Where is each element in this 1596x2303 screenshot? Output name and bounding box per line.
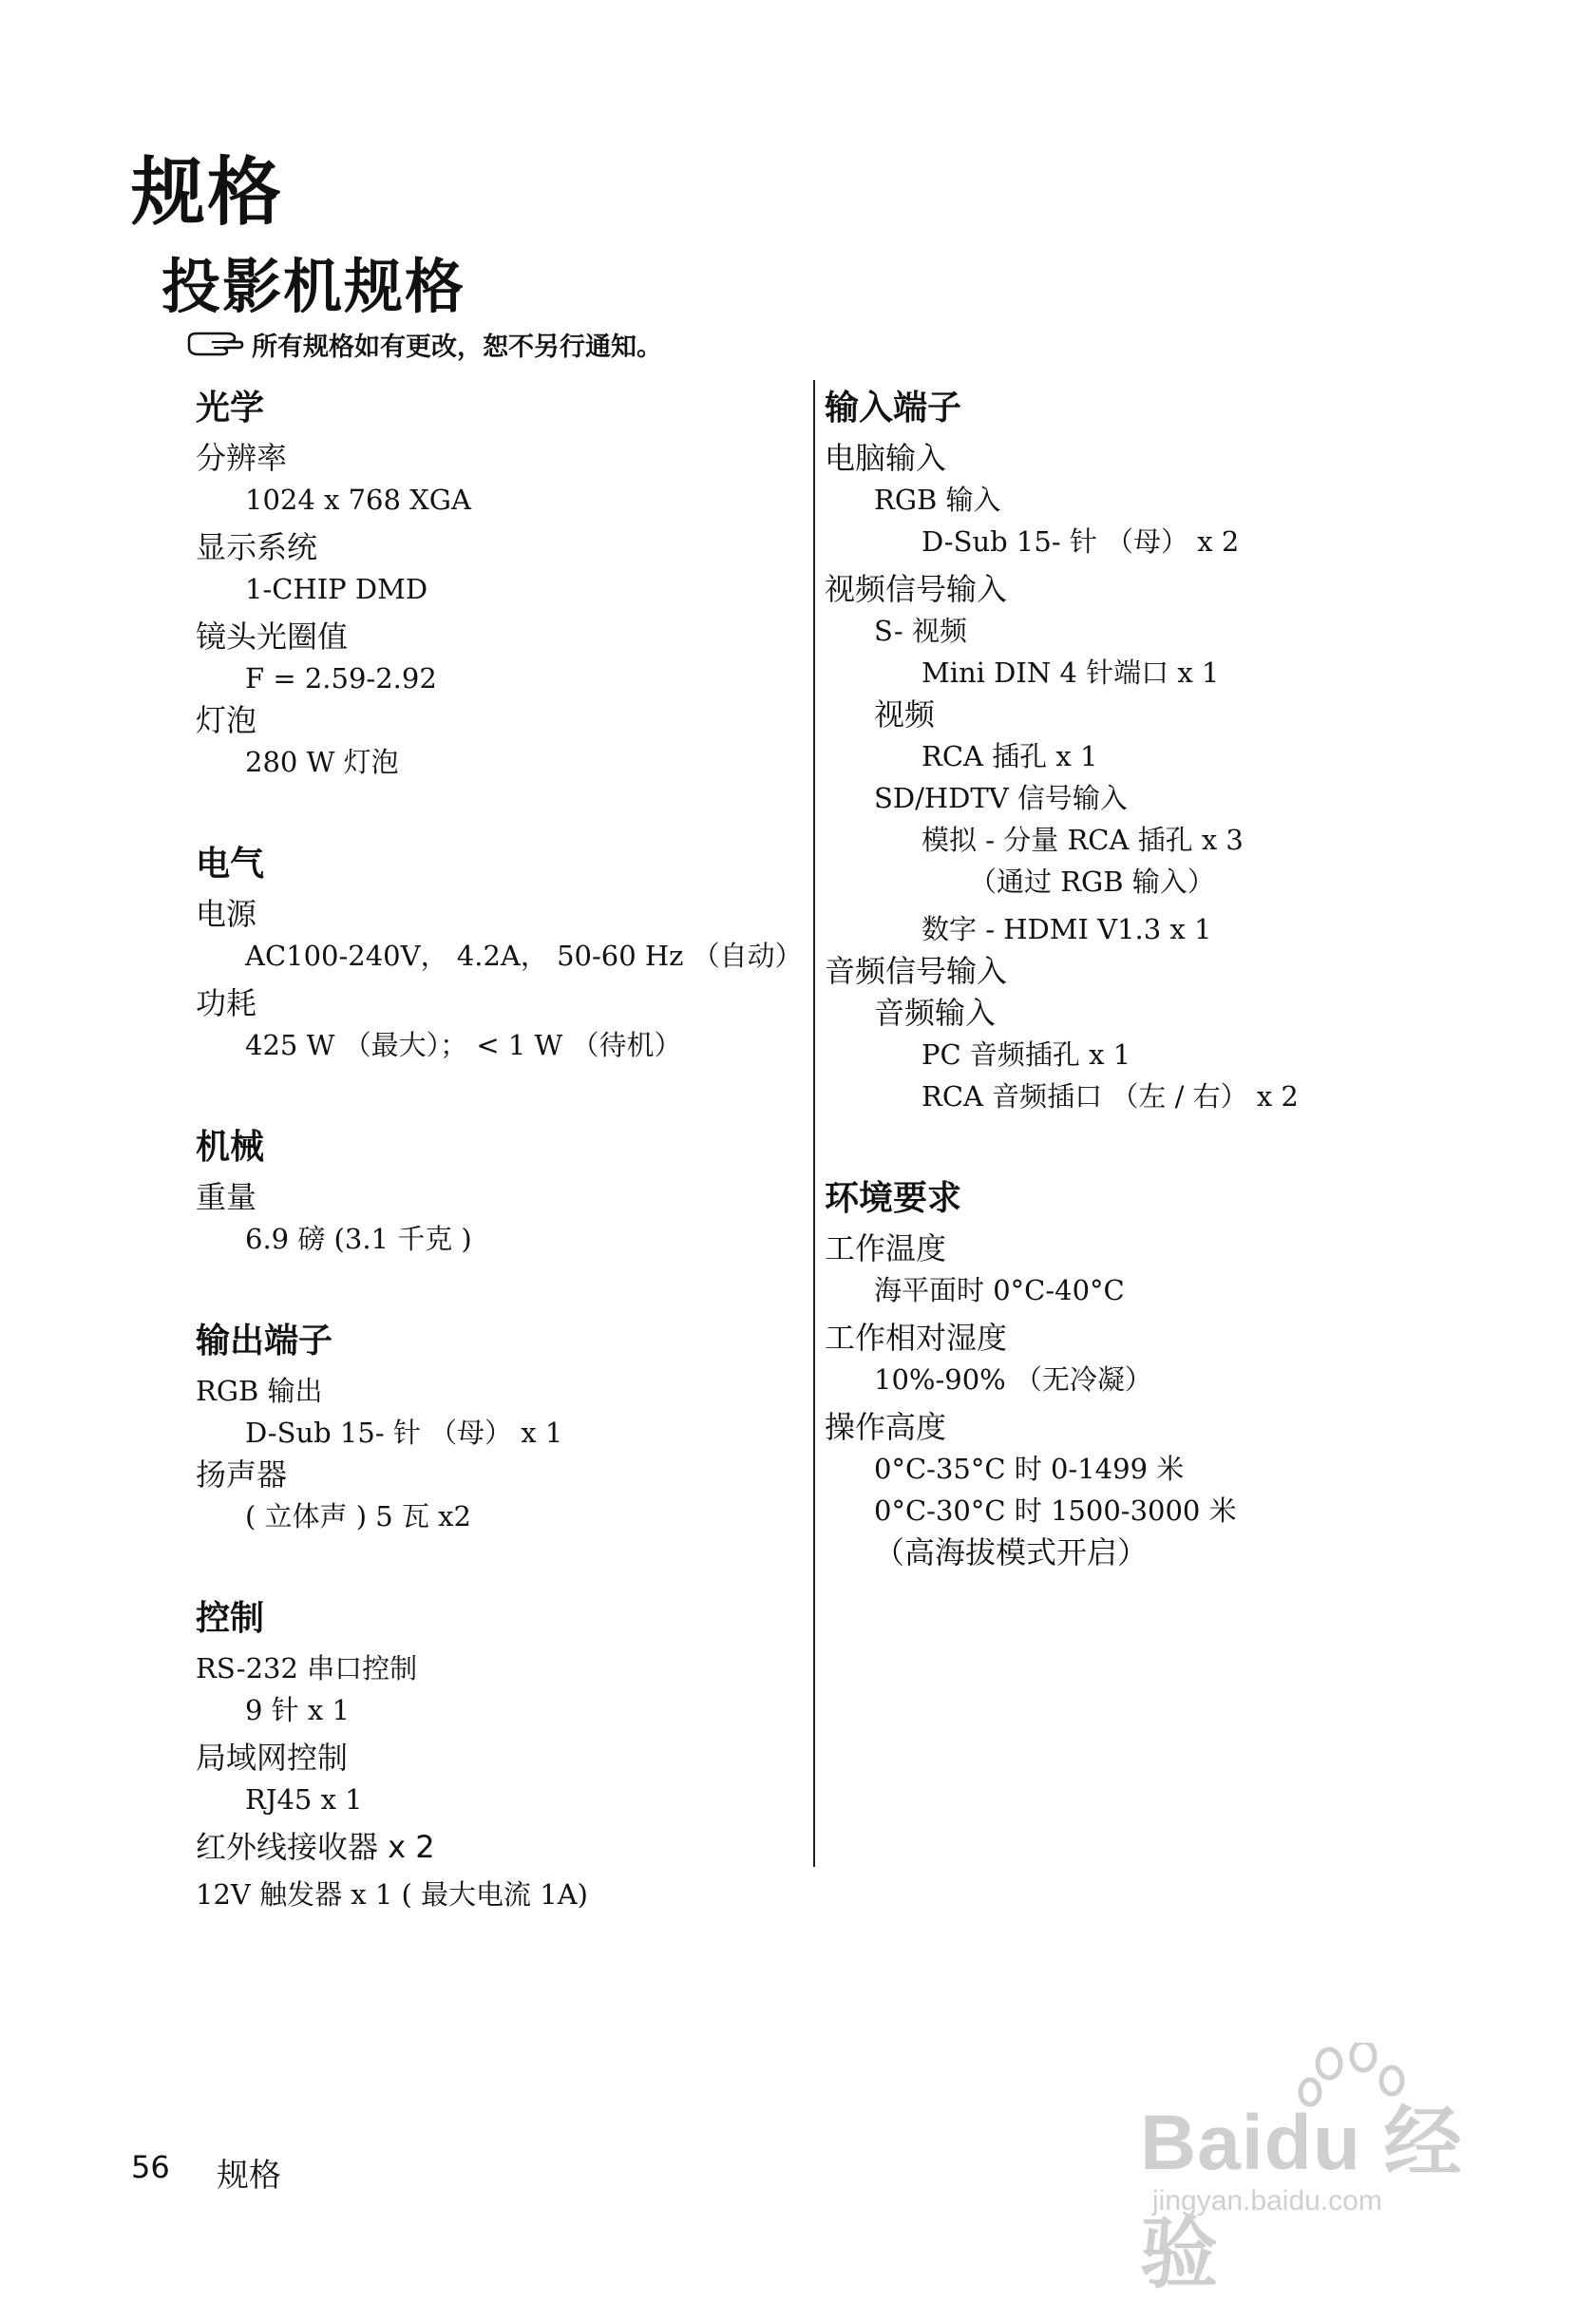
chapter-title: 规格 (131, 150, 284, 236)
resolution-label: 分辨率 (196, 440, 288, 476)
resolution-value: 1024 x 768 XGA (245, 484, 471, 516)
pc-audio-value: PC 音频插孔 x 1 (922, 1038, 1131, 1071)
output-section (196, 1313, 804, 1537)
rca-audio-value: RCA 音频插口 （左 / 右） x 2 (922, 1080, 1299, 1113)
rgb-input-value: D-Sub 15- 针 （母） x 2 (922, 525, 1240, 558)
environment-section (825, 1171, 1547, 1573)
input-section (825, 380, 1547, 1117)
weight-label: 重量 (196, 1179, 257, 1215)
speaker-label: 扬声器 (196, 1456, 288, 1493)
control-section (196, 1590, 804, 1915)
control-heading: 控制 (196, 1599, 265, 1638)
environment-heading: 环境要求 (825, 1179, 962, 1218)
composite-value: RCA 插孔 x 1 (922, 740, 1098, 772)
watermark (1135, 2043, 1534, 2297)
pc-input-label: 电脑输入 (825, 440, 947, 476)
electrical-section (196, 836, 804, 1066)
lamp-label: 灯泡 (196, 702, 257, 738)
weight-value: 6.9 磅 (3.1 千克 ) (245, 1223, 472, 1255)
display-system-value: 1-CHIP DMD (245, 573, 428, 605)
altitude-value-2: 0°C-30°C 时 1500-3000 米 (874, 1494, 1237, 1527)
aperture-value: F = 2.59-2.92 (245, 662, 437, 695)
right-column (825, 380, 1547, 1573)
display-system-label: 显示系统 (196, 529, 318, 565)
output-heading: 输出端子 (196, 1322, 333, 1361)
footer-chapter: 规格 (217, 2157, 281, 2195)
altitude-label: 操作高度 (825, 1409, 947, 1445)
analog-value: 模拟 - 分量 RCA 插孔 x 3 (922, 824, 1244, 856)
analog-note: （通过 RGB 输入） (969, 866, 1215, 898)
section-title: 投影机规格 (162, 252, 466, 321)
optics-heading: 光学 (196, 389, 265, 428)
temperature-value: 海平面时 0°C-40°C (874, 1274, 1125, 1306)
rgb-output-label: RGB 输出 (196, 1375, 323, 1407)
electrical-heading: 电气 (196, 845, 265, 884)
rs232-value: 9 针 x 1 (245, 1694, 350, 1726)
rgb-input-label: RGB 输入 (874, 484, 1001, 516)
page-number: 56 (131, 2149, 170, 2185)
rgb-output-value: D-Sub 15- 针 （母） x 1 (245, 1417, 563, 1449)
svideo-label: S- 视频 (874, 615, 967, 647)
optics-section (196, 380, 804, 783)
consumption-value: 425 W （最大）； < 1 W （待机） (245, 1029, 682, 1061)
lan-value: RJ45 x 1 (245, 1783, 363, 1816)
aperture-label: 镜头光圈值 (196, 619, 349, 655)
ir-receiver-label: 红外线接收器 x 2 (196, 1829, 435, 1865)
humidity-label: 工作相对湿度 (825, 1320, 1008, 1356)
left-column (196, 380, 804, 1915)
altitude-value-1: 0°C-35°C 时 0-1499 米 (874, 1453, 1185, 1485)
column-divider (813, 380, 815, 1867)
digital-value: 数字 - HDMI V1.3 x 1 (922, 913, 1212, 945)
watermark-url: jingyan.baidu.com (1152, 2185, 1382, 2217)
temperature-label: 工作温度 (825, 1230, 947, 1266)
composite-label: 视频 (874, 696, 936, 733)
lamp-value: 280 W 灯泡 (245, 746, 399, 778)
svideo-value: Mini DIN 4 针端口 x 1 (922, 657, 1220, 689)
lan-label: 局域网控制 (196, 1740, 349, 1776)
consumption-label: 功耗 (196, 985, 257, 1021)
mechanical-section (196, 1119, 804, 1260)
rs232-label: RS-232 串口控制 (196, 1652, 418, 1684)
sdhd-label: SD/HDTV 信号输入 (874, 782, 1128, 814)
speaker-value: ( 立体声 ) 5 瓦 x2 (245, 1500, 471, 1532)
audio-in-label: 音频输入 (874, 995, 997, 1031)
power-value: AC100-240V， 4.2A， 50-60 Hz （自动） (245, 940, 803, 972)
altitude-note: （高海拔模式开启） (874, 1534, 1149, 1570)
humidity-value: 10%-90% （无冷凝） (874, 1363, 1152, 1396)
trigger-label: 12V 触发器 x 1 ( 最大电流 1A) (196, 1878, 588, 1911)
power-label: 电源 (196, 896, 257, 932)
watermark-brand: Baidu 经验 (1140, 2100, 1463, 2297)
input-heading: 输入端子 (825, 389, 962, 428)
mechanical-heading: 机械 (196, 1128, 265, 1167)
note (185, 325, 662, 363)
note-text: 所有规格如有更改，恕不另行通知。 (252, 332, 662, 362)
video-input-label: 视频信号输入 (825, 571, 1008, 607)
pointing-hand-icon (185, 330, 244, 358)
audio-input-label: 音频信号输入 (825, 953, 1008, 989)
